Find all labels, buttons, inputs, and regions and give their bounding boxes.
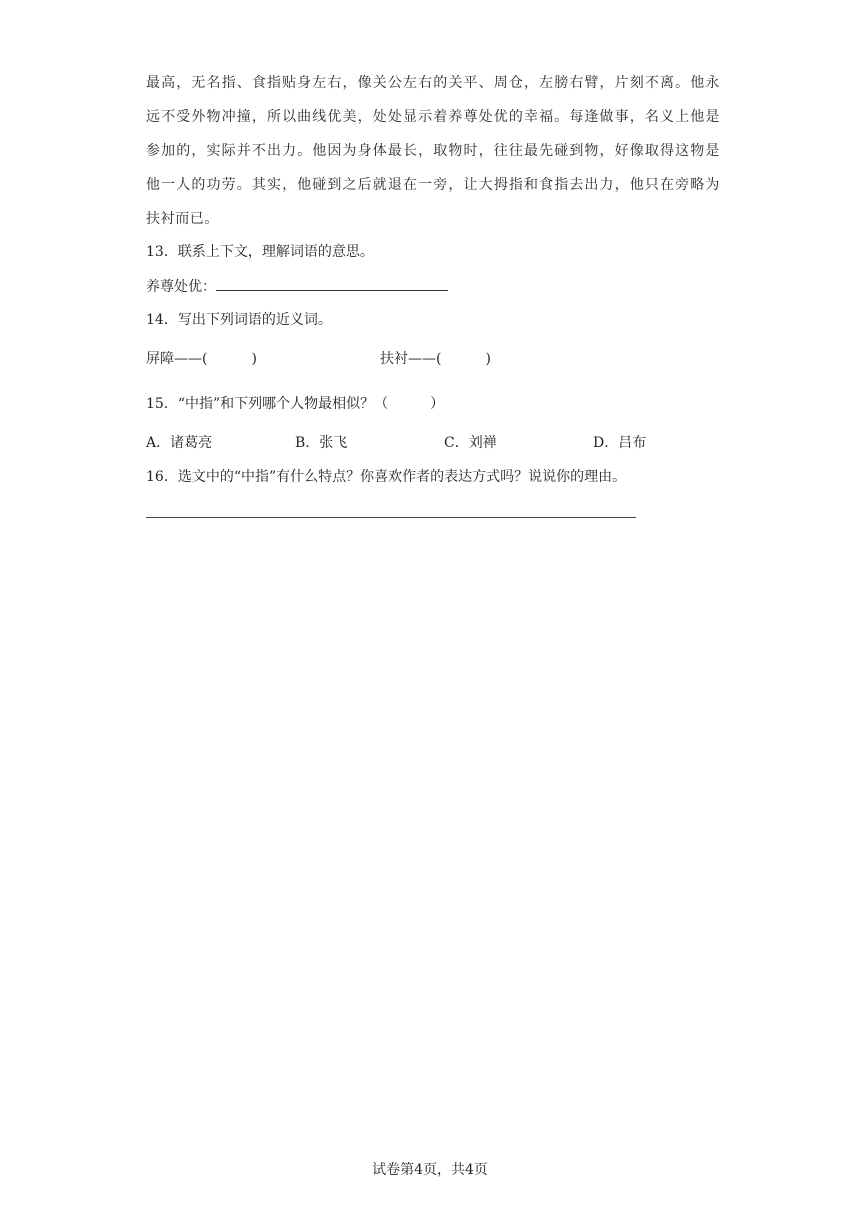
question-14-item-2 [380,349,491,369]
question-15-option-d[interactable]: D．吕布 [593,435,647,451]
question-16-prompt: 16．选文中的“中指”有什么特点？你喜欢作者的表达方式吗？说说你的理由。 [146,469,627,485]
question-15-option-a[interactable]: A．诸葛亮 [146,435,213,451]
question-14-item-1-word: 屏障——( [146,351,208,367]
reading-passage [146,66,720,236]
question-14-prompt: 14．写出下列词语的近义词。 [146,312,332,328]
question-16-answer-line[interactable] [146,517,636,518]
question-15-prompt: 15．“中指”和下列哪个人物最相似？（ ） [146,396,445,412]
passage-line: 扶衬而已。 [146,211,219,227]
question-14-item-1-close: ) [251,351,257,367]
question-13-answer-row [146,276,448,297]
question-13-prompt: 13．联系上下文，理解词语的意思。 [146,244,374,260]
passage-line: 他一人的功劳。其实，他碰到之后就退在一旁，让大拇指和食指去出力，他只在旁略为 [146,177,720,193]
question-13-answer-blank[interactable] [216,276,448,291]
page-footer: 试卷第4页，共4页 [372,1162,488,1178]
question-14-item-1 [146,349,257,369]
question-13-term-label: 养尊处优： [146,279,216,295]
passage-line: 最高，无名指、食指贴身左右，像关公左右的关平、周仓，左膀右臂，片刻不离。他永 [146,75,720,91]
passage-line: 远不受外物冲撞，所以曲线优美，处处显示着养尊处优的幸福。每逢做事，名义上他是 [146,109,720,125]
question-15-option-b[interactable]: B．张飞 [295,435,348,451]
passage-line: 参加的，实际并不出力。他因为身体最长，取物时，往往最先碰到物，好像取得这物是 [146,143,720,159]
question-14-item-2-close: ) [485,351,491,367]
question-14-item-2-word: 扶衬——( [380,351,442,367]
question-15-option-c[interactable]: C．刘禅 [444,435,497,451]
